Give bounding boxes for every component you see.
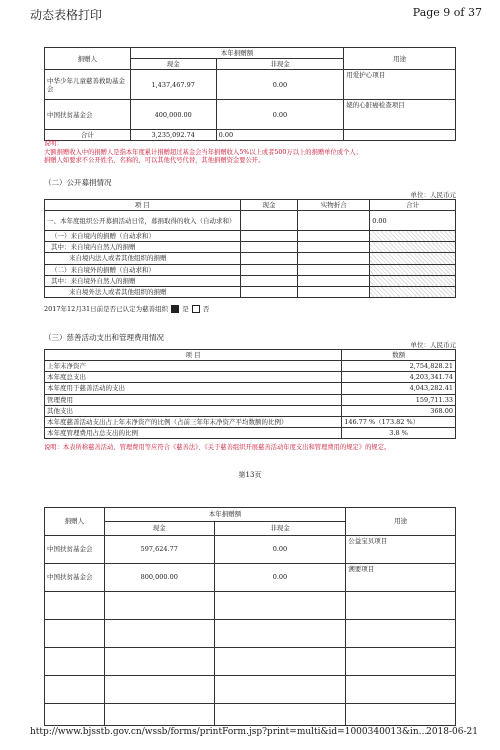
noncash-header: 非现金 (214, 522, 346, 536)
noncash-header: 非现金 (216, 59, 344, 70)
table-row (45, 620, 456, 648)
table-row (45, 592, 456, 620)
section-3-title: （三）慈善活动支出和管理费用情况 (44, 333, 164, 342)
note-line: 大额捐赠收入中的捐赠人是指本年度累计捐赠超过基金会当年捐赠收入5%以上或者500万以上的捐赠单位或个人； (44, 148, 362, 156)
table-row (45, 286, 456, 297)
yes-label: 是 (182, 305, 189, 313)
row-label: （一）来自境内的捐赠（自动求和） (45, 231, 241, 242)
total-header: 合计 (370, 200, 456, 211)
table-row (45, 361, 456, 372)
row-label: 来自境外法人或者其他组织的捐赠 (45, 286, 241, 297)
noncash-cell: 0.00 (214, 564, 346, 592)
row-label: 本年度总支出 (45, 372, 342, 383)
use-header: 用途 (344, 48, 456, 70)
use-cell: 姥的心脏癌检查项目 (344, 100, 456, 130)
row-label: （二）来自境外的捐赠（自动求和） (45, 264, 241, 275)
donor-cell: 中国扶贫基金会 (45, 536, 105, 564)
table-row (45, 264, 456, 275)
donor-cell: 中华少年儿童慈善救助基金会 (45, 70, 131, 100)
noncash-cell: 0.00 (216, 70, 344, 100)
row-label: 管理费用 (45, 394, 342, 405)
table-row (45, 648, 456, 676)
table-row (45, 275, 456, 286)
use-cell: 用爱护心项目 (344, 70, 456, 100)
page-number-label: Page 9 of 37 (412, 6, 482, 19)
row-amount: 4,043,282.41 (342, 383, 456, 394)
table-row (45, 427, 456, 438)
donor-header: 捐赠人 (45, 48, 131, 70)
checked-box-icon[interactable] (171, 305, 179, 313)
charity-status-question (44, 304, 209, 313)
year-amount-header: 本年捐赠额 (104, 508, 345, 522)
footer-url: http://www.bjsstb.gov.cn/wssb/forms/printForm.jsp?print=multi&id=1000340013&in... (30, 727, 428, 737)
row-label: 其中：来自境外自然人的捐赠 (45, 275, 241, 286)
item-header: 项 目 (45, 200, 241, 211)
donor-table-1 (44, 47, 456, 141)
donor-cell: 中国扶贫基金会 (45, 564, 105, 592)
page-header-title: 动态表格打印 (30, 8, 103, 22)
item-header: 项 目 (45, 350, 342, 361)
amount-header: 数额 (342, 350, 456, 361)
row-label: 本年度管理费用占总支出的比例 (45, 427, 342, 438)
table-row (45, 253, 456, 264)
row-amount: 2,754,828.21 (342, 361, 456, 372)
table-row (45, 676, 456, 704)
cash-cell: 800,000.00 (104, 564, 214, 592)
year-amount-header: 本年捐赠额 (130, 48, 344, 59)
row-label: 本年度慈善活动支出占上年末净资产的比例（占前三年年末净资产平均数额的比例） (45, 416, 342, 427)
charity-status-text: 2017年12月31日前是否已认定为慈善组织 (44, 305, 169, 313)
row-amount: 159,711.33 (342, 394, 456, 405)
inkind-header: 实物折合 (298, 200, 370, 211)
note-line: 捐赠人如要求不公开姓名、名称的，可以其他代号代替，其他捐赠资金要公开。 (44, 157, 265, 164)
donor-cell: 中国扶贫基金会 (45, 100, 131, 130)
row-amount: 4,203,341.74 (342, 372, 456, 383)
section-3-note: 说明：本表所称慈善活动、管理费用等应符合《慈善法》、《关于慈善组织开展慈善活动年度支出和管理费用的规定》的规定。 (44, 444, 391, 451)
use-cell: 公益宝贝项目 (346, 536, 456, 564)
donor-header: 捐赠人 (45, 508, 105, 536)
table-row (45, 383, 456, 394)
table-row (45, 564, 456, 592)
row-label: 其他支出 (45, 405, 342, 416)
row-total: 0.00 (370, 211, 456, 231)
row-amount: 3.8 % (342, 427, 456, 438)
unchecked-box-icon[interactable] (192, 305, 200, 313)
row-label: 来自境内法人或者其他组织的捐赠 (45, 253, 241, 264)
table-row (45, 405, 456, 416)
charity-expense-table (44, 349, 456, 439)
cash-header: 现金 (104, 522, 214, 536)
row-label: 一、本年度组织公开募捐活动日常，募捐取得的收入（自动求和） (45, 211, 241, 231)
cash-header: 现金 (130, 59, 216, 70)
use-cell: 溯要项目 (346, 564, 456, 592)
table-row (45, 704, 456, 726)
total-cash: 3,235,092.74 (130, 130, 216, 141)
cash-cell: 1,437,467.97 (130, 70, 216, 100)
table-row (45, 242, 456, 253)
total-noncash: 0.00 (216, 130, 344, 141)
cash-cell: 597,624.77 (104, 536, 214, 564)
section-2-unit: 单位：人民币元 (410, 191, 456, 199)
donor-table-2 (44, 507, 456, 726)
table-row (45, 416, 456, 427)
no-label: 否 (202, 305, 210, 313)
table-row (45, 394, 456, 405)
use-header: 用途 (346, 508, 456, 536)
page-number: 第13页 (238, 471, 262, 479)
table-row (45, 100, 456, 130)
noncash-cell: 0.00 (216, 100, 344, 130)
cash-cell: 400,000.00 (130, 100, 216, 130)
note-label: 说明： (44, 140, 63, 147)
note-1 (44, 140, 464, 166)
table-row (45, 70, 456, 100)
row-amount: 146.77 %（173.82 %） (342, 416, 456, 427)
table-row (45, 231, 456, 242)
row-label: 本年度用于慈善活动的支出 (45, 383, 342, 394)
row-label: 上年末净资产 (45, 361, 342, 372)
noncash-cell: 0.00 (214, 536, 346, 564)
public-fundraising-table (44, 199, 456, 298)
table-row (45, 211, 456, 231)
cash-header: 现金 (240, 200, 298, 211)
row-amount: 368.00 (342, 405, 456, 416)
table-row (45, 536, 456, 564)
total-label: 合计 (45, 130, 131, 141)
section-2-title: （二）公开募捐情况 (44, 178, 112, 187)
section-3-unit: 单位：人民币元 (410, 341, 456, 349)
table-row (45, 372, 456, 383)
row-label: 其中：来自境内自然人的捐赠 (45, 242, 241, 253)
footer-date: 2018-06-21 (426, 727, 478, 737)
